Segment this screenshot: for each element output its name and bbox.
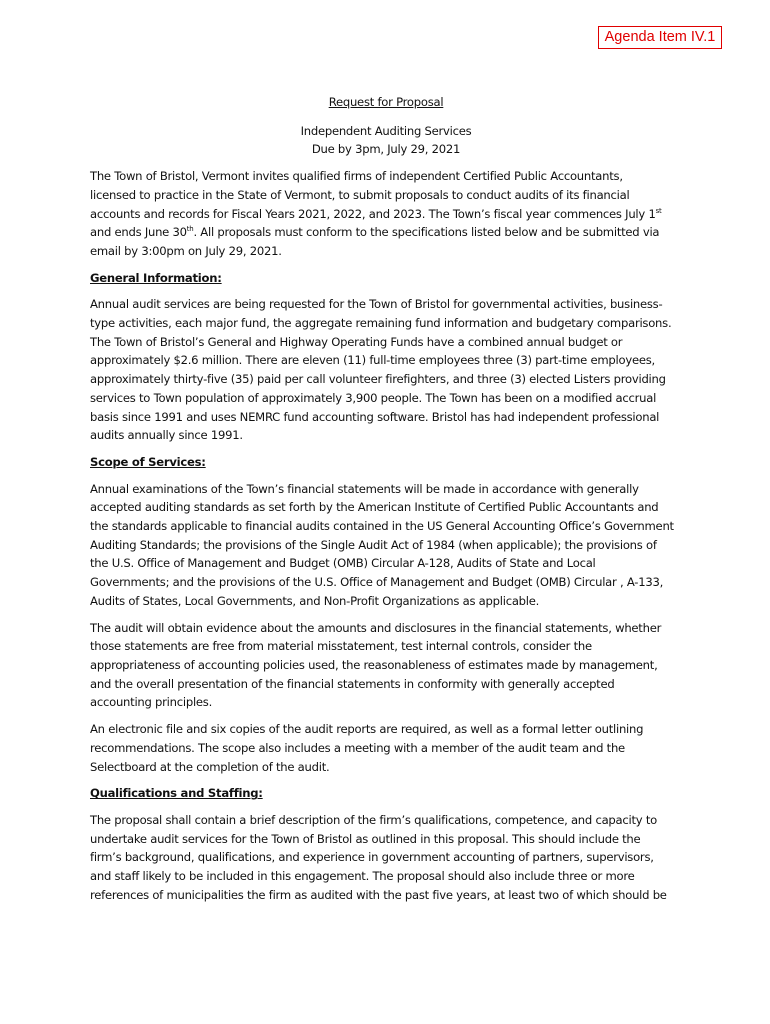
text-line: Selectboard at the completion of the audit.	[90, 759, 330, 774]
document-body	[90, 93, 682, 912]
text-line: Audits of States, Local Governments, and Non-Profit Organizations as applicable.	[90, 593, 540, 608]
subtitle-line-due-date: Due by 3pm, July 29, 2021	[311, 142, 461, 157]
text-line: Annual audit services are being requested for the Town of Bristol for governmental activities, business-	[90, 297, 663, 312]
text-line: Annual examinations of the Town’s financial statements will be made in accordance with generally	[90, 481, 639, 496]
text-line: type activities, each major fund, the aggregate remaining fund information and budgetary comparisons.	[90, 316, 672, 331]
ordinal-suffix: st	[655, 206, 662, 215]
text-segment: and ends June 30	[90, 225, 187, 240]
text-line: and the overall presentation of the financial statements in conformity with generally accepted	[90, 676, 615, 691]
scope-paragraph-deliverables	[90, 720, 682, 776]
section-heading-scope-of-services: Scope of Services:	[90, 454, 206, 469]
text-line: the standards applicable to financial audits contained in the US General Accounting Office’s Government	[90, 519, 674, 534]
text-line: The proposal shall contain a brief description of the firm’s qualifications, competence, and capacity to	[90, 812, 657, 827]
agenda-item-label: Agenda Item IV.1	[598, 26, 722, 49]
general-information-paragraph	[90, 295, 682, 445]
text-line: accounting principles.	[90, 695, 213, 710]
text-line: recommendations. The scope also includes a meeting with a member of the audit team and the	[90, 740, 625, 755]
text-line: references of municipalities the firm as audited with the past five years, at least two of which should be	[90, 887, 667, 902]
text-line: undertake audit services for the Town of Bristol as outlined in this proposal. This should include the	[90, 831, 641, 846]
text-line: email by 3:00pm on July 29, 2021.	[90, 243, 282, 258]
intro-paragraph	[90, 167, 682, 261]
text-line: services to Town population of approximately 3,900 people. The Town has been on a modified accrual	[90, 390, 657, 405]
text-line: basis since 1991 and uses NEMRC fund accounting software. Bristol has had independent professional	[90, 409, 660, 424]
text-line: approximately $2.6 million. There are eleven (11) full-time employees three (3) part-time employees,	[90, 353, 655, 368]
text-line: The audit will obtain evidence about the amounts and disclosures in the financial statements, whether	[90, 620, 662, 635]
text-line: the U.S. Office of Management and Budget (OMB) Circular A-128, Audits of State and Local	[90, 556, 596, 571]
text-line: Auditing Standards; the provisions of the Single Audit Act of 1984 (when applicable); the provisions of	[90, 537, 657, 552]
text-line: Governments; and the provisions of the U.S. Office of Management and Budget (OMB) Circular , A-133,	[90, 575, 664, 590]
text-line: accepted auditing standards as set forth by the American Institute of Certified Public Accountants and	[90, 500, 659, 515]
text-line: The Town of Bristol, Vermont invites qualified firms of independent Certified Public Accountants,	[90, 169, 623, 184]
text-line: audits annually since 1991.	[90, 428, 243, 443]
text-line: firm’s background, qualifications, and experience in government accounting of partners, supervisors,	[90, 850, 654, 865]
text-segment: . All proposals must conform to the specifications listed below and be submitted via	[193, 225, 660, 240]
text-line: approximately thirty-five (35) paid per call volunteer firefighters, and three (3) elected Listers providing	[90, 372, 666, 387]
text-line	[90, 223, 682, 242]
ordinal-suffix: th	[186, 225, 194, 234]
text-line: and staff likely to be included in this engagement. The proposal should also include three or more	[90, 869, 635, 884]
document-subtitle	[90, 122, 682, 159]
text-line: The Town of Bristol’s General and Highway Operating Funds have a combined annual budget or	[90, 334, 623, 349]
section-heading-qualifications-and-staffing: Qualifications and Staffing:	[90, 786, 263, 801]
scope-paragraph-evidence	[90, 619, 682, 713]
text-line: An electronic file and six copies of the audit reports are required, as well as a formal letter outlining	[90, 722, 644, 737]
text-line: those statements are free from material misstatement, test internal controls, consider the	[90, 639, 592, 654]
document-title: Request for Proposal	[328, 95, 444, 109]
text-line	[90, 205, 682, 224]
scope-paragraph-standards	[90, 480, 682, 611]
subtitle-line-service: Independent Auditing Services	[300, 123, 472, 138]
text-line: licensed to practice in the State of Vermont, to submit proposals to conduct audits of its financial	[90, 187, 630, 202]
text-segment: accounts and records for Fiscal Years 2021, 2022, and 2023. The Town’s fiscal year commences July 1	[90, 206, 656, 221]
text-line: appropriateness of accounting policies used, the reasonableness of estimates made by management,	[90, 657, 658, 672]
qualifications-paragraph	[90, 811, 682, 905]
section-heading-general-information: General Information:	[90, 270, 222, 285]
